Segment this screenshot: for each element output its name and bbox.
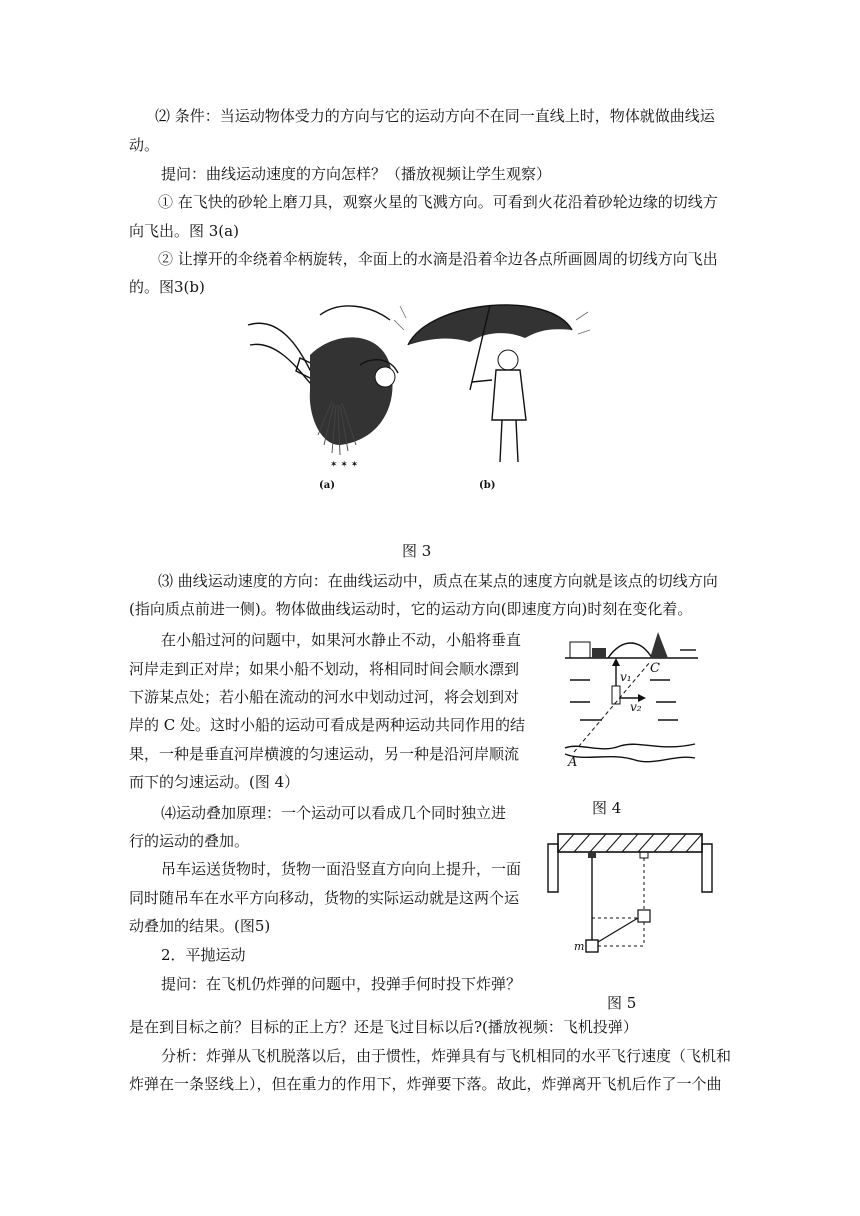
figure-4-caption: 图 4 (592, 799, 622, 817)
text-line-20: 动叠加的结果。(图5) (129, 917, 271, 935)
text-line-16: ⑷运动叠加原理：一个运动可以看成几个同时独立进 (161, 804, 507, 822)
text-line-15: 而下的匀速运动。(图 4） (129, 773, 300, 791)
text-line-21: 2．平抛运动 (161, 946, 246, 964)
figure-3-caption: 图 3 (402, 542, 432, 560)
text-line-2: 动。 (129, 136, 160, 154)
text-line-19: 同时随吊车在水平方向移动，货物的实际运动就是这两个运 (129, 889, 520, 907)
figure-3-umbrella-illustration (400, 290, 590, 470)
figure-4-label-v2: v₂ (630, 700, 642, 714)
text-line-23: 是在到目标之前？目标的正上方？还是飞过目标以后?(播放视频：飞机投弹） (129, 1018, 638, 1036)
text-line-7: 的。图3(b) (129, 278, 205, 296)
text-line-3: 提问：曲线运动速度的方向怎样？（播放视频让学生观察） (161, 165, 552, 183)
text-line-4: ① 在飞快的砂轮上磨刀具，观察火星的飞溅方向。可看到火花沿着砂轮边缘的切线方 (158, 193, 718, 211)
text-line-17: 行的运动的叠加。 (129, 832, 250, 850)
svg-text:✶ ✶ ✶: ✶ ✶ ✶ (330, 460, 359, 470)
figure-4-label-a: A (568, 755, 578, 770)
text-line-10: 在小船过河的问题中，如果河水静止不动，小船将垂直 (161, 631, 522, 649)
figure-4-label-c: C (650, 661, 660, 676)
text-line-11: 河岸走到正对岸；如果小船不划动，将相同时间会顺水漂到 (129, 660, 520, 678)
figure-3a-label: (a) (319, 480, 335, 491)
text-line-22: 提问：在飞机仍炸弹的问题中，投弹手何时投下炸弹？ (161, 975, 522, 993)
text-line-18: 吊车运送货物时，货物一面沿竖直方向向上提升，一面 (161, 860, 522, 878)
figure-3-grinder-illustration (240, 295, 400, 485)
text-line-6: ② 让撑开的伞绕着伞柄旋转，伞面上的水滴是沿着伞边各点所画圆周的切线方向飞出 (158, 250, 718, 268)
figure-5-crane-diagram (544, 830, 716, 960)
text-line-9: (指向质点前进一侧)。物体做曲线运动时，它的运动方向(即速度方向)时刻在变化着。 (129, 600, 693, 618)
text-line-5: 向飞出。图 3(a) (129, 222, 239, 240)
text-line-12: 下游某点处；若小船在流动的河水中划动过河，将会划到对 (129, 688, 520, 706)
text-line-25: 炸弹在一条竖线上），但在重力的作用下，炸弹要下落。故此，炸弹离开飞机后作了一个曲 (129, 1075, 722, 1093)
text-line-8: ⑶ 曲线运动速度的方向：在曲线运动中，质点在某点的速度方向就是该点的切线方向 (158, 572, 718, 590)
figure-5-caption: 图 5 (607, 994, 637, 1012)
text-line-1: ⑵ 条件：当运动物体受力的方向与它的运动方向不在同一直线上时，物体就做曲线运 (155, 107, 715, 125)
text-line-14: 果，一种是垂直河岸横渡的匀速运动，另一种是沿河岸顺流 (129, 745, 520, 763)
figure-3b-label: (b) (479, 480, 496, 491)
figure-5-label-m: m (574, 940, 585, 953)
text-line-24: 分析：炸弹从飞机脱落以后，由于惯性，炸弹具有与飞机相同的水平飞行速度（飞机和 (161, 1047, 732, 1065)
text-line-13: 岸的 C 处。这时小船的运动可看成是两种运动共同作用的结 (129, 716, 526, 734)
figure-4-label-v1: v₁ (620, 670, 632, 684)
